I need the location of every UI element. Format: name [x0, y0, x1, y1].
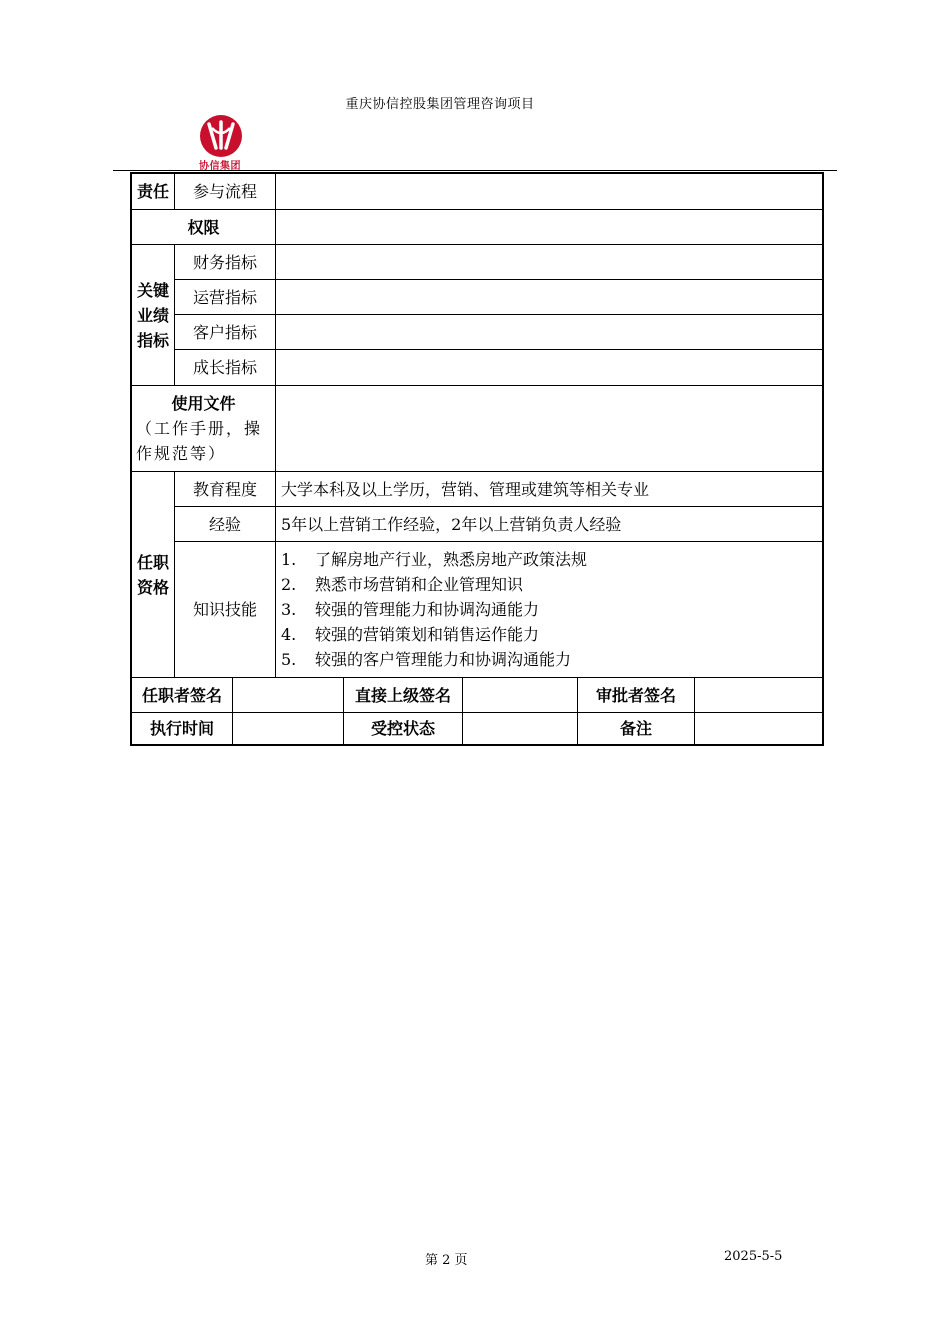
kpi-customer-label: 客户指标	[175, 315, 276, 350]
experience-value[interactable]: 5年以上营销工作经验，2年以上营销负责人经验	[276, 507, 822, 542]
skill-item	[281, 647, 571, 672]
supervisor-signature-label: 直接上级签名	[344, 678, 463, 713]
skill-text: 较强的管理能力和协调沟通能力	[315, 600, 540, 619]
page-number: 第 2 页	[425, 1253, 468, 1268]
skill-item	[281, 622, 539, 647]
authority-value[interactable]	[276, 210, 822, 245]
supervisor-signature-field[interactable]	[463, 678, 578, 713]
logo-text: 协信集团	[199, 161, 241, 172]
skill-number: 3.	[281, 600, 297, 619]
skill-item	[281, 572, 523, 597]
header-divider	[113, 170, 837, 171]
exec-time-label: 执行时间	[132, 713, 233, 744]
approver-signature-label: 审批者签名	[578, 678, 695, 713]
documents-sub-label: （工作手册，操作规范等）	[136, 419, 263, 463]
footer-date: 2025-5-5	[724, 1249, 783, 1264]
authority-label: 权限	[132, 210, 276, 245]
remarks-field[interactable]	[695, 713, 822, 744]
education-label: 教育程度	[175, 472, 276, 507]
skill-number: 5.	[281, 650, 297, 669]
responsibility-group-label: 责任	[132, 174, 175, 210]
kpi-operations-label: 运营指标	[175, 280, 276, 315]
skills-list[interactable]	[276, 542, 822, 678]
skill-text: 较强的营销策划和销售运作能力	[315, 625, 540, 644]
control-status-field[interactable]	[463, 713, 578, 744]
experience-label: 经验	[175, 507, 276, 542]
kpi-operations-value[interactable]	[276, 280, 822, 315]
skill-text: 了解房地产行业，熟悉房地产政策法规	[315, 550, 588, 569]
documents-label-cell	[132, 386, 276, 472]
job-description-form	[130, 172, 824, 746]
education-value[interactable]: 大学本科及以上学历，营销、管理或建筑等相关专业	[276, 472, 822, 507]
skill-text: 熟悉市场营销和企业管理知识	[315, 575, 524, 594]
skill-number: 1.	[281, 550, 297, 569]
skill-number: 2.	[281, 575, 297, 594]
kpi-customer-value[interactable]	[276, 315, 822, 350]
kpi-group-label: 关键业绩指标	[132, 245, 175, 386]
skill-text: 较强的客户管理能力和协调沟通能力	[315, 650, 572, 669]
remarks-label: 备注	[578, 713, 695, 744]
holder-signature-label: 任职者签名	[132, 678, 233, 713]
responsibility-value[interactable]	[276, 174, 822, 210]
documents-label: 使用文件	[171, 394, 236, 413]
skill-item	[281, 597, 539, 622]
holder-signature-field[interactable]	[233, 678, 344, 713]
kpi-financial-label: 财务指标	[175, 245, 276, 280]
exec-time-field[interactable]	[233, 713, 344, 744]
page-header-title: 重庆协信控股集团管理咨询项目	[345, 97, 535, 112]
qualification-group-label: 任职资格	[132, 472, 175, 678]
kpi-financial-value[interactable]	[276, 245, 822, 280]
skill-item	[281, 547, 587, 572]
responsibility-item-label: 参与流程	[175, 174, 276, 210]
control-status-label: 受控状态	[344, 713, 463, 744]
skills-label: 知识技能	[175, 542, 276, 678]
approver-signature-field[interactable]	[695, 678, 822, 713]
documents-value[interactable]	[276, 386, 822, 472]
kpi-growth-label: 成长指标	[175, 350, 276, 386]
skill-number: 4.	[281, 625, 297, 644]
kpi-growth-value[interactable]	[276, 350, 822, 386]
